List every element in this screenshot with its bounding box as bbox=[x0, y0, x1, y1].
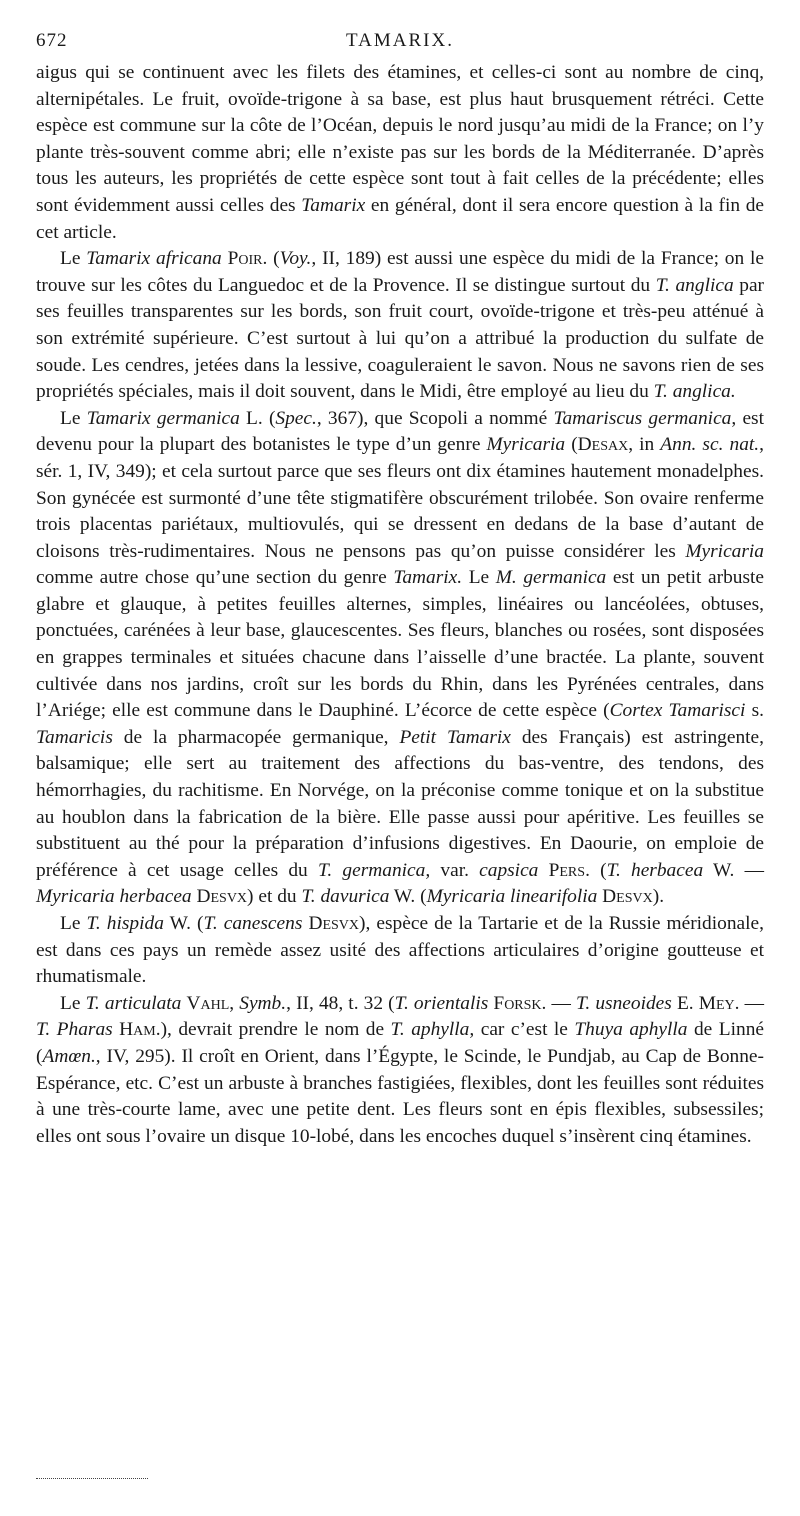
italic-run: Tamarix africana bbox=[86, 248, 222, 270]
italic-run: T. articulata bbox=[85, 992, 182, 1014]
italic-run: T. orientalis bbox=[394, 992, 489, 1014]
paragraph bbox=[36, 406, 764, 911]
text-run: de la pharmacopée germanique, bbox=[112, 726, 400, 748]
text-run: ). bbox=[652, 886, 665, 908]
text-run: W. — bbox=[703, 859, 764, 881]
text-run: par ses feuilles transparentes sur les bords, son fruit court, ovoïde-trigone et très-peu atténué à son extrémité supérieure. C’est surtout à lui qu’on a attribué la production du sulfate de soude. Les cendres, jetées dans la lessive, coaguleraient le savon. Nous ne savons rien de ses propriétés spéciales, mais il doit souvent, dans le Midi, être employé au lieu du bbox=[36, 274, 765, 403]
italic-run: Myricaria bbox=[685, 540, 764, 562]
italic-run: Tamarix bbox=[301, 194, 366, 216]
small-caps-run: Ham bbox=[119, 1019, 156, 1041]
text-run: , sér. 1, IV, 349); et cela surtout parce que ses fleurs ont dix étamines hautement monadelphes. Son gynécée est surmonté d’une tête stigmatifère obscurément trilobée. Son ovaire renferme trois placentas pariétaux, multiovulés, qui se dressent en dedans de la base d’autant de cloisons très-rudimentaires. Nous ne pensons pas qu’on puisse considérer les bbox=[36, 434, 764, 562]
text-run: L. ( bbox=[239, 407, 276, 429]
italic-run: M. germanica bbox=[495, 567, 607, 589]
italic-run: T. herbacea bbox=[606, 859, 704, 881]
text-run: W. ( bbox=[389, 886, 427, 908]
text-run: ), espèce de la Tartarie et de la Russie méridionale, est dans ces pays un remède assez usité des affections articulaires d’origine goutteuse et rhumatismale. bbox=[36, 913, 764, 988]
small-caps-run: Desvx bbox=[602, 886, 653, 908]
italic-run: Tamariscus germanica bbox=[553, 407, 732, 429]
italic-run: T. Pharas bbox=[36, 1019, 113, 1041]
text-run: car c’est le bbox=[474, 1019, 575, 1041]
italic-run: Tamaricis bbox=[36, 726, 113, 748]
italic-run: T. anglica bbox=[655, 274, 734, 296]
italic-run: Ann. sc. nat. bbox=[660, 434, 760, 456]
italic-run: T. usneoides bbox=[576, 992, 672, 1014]
text-run: W. ( bbox=[163, 913, 204, 934]
text-run: ( bbox=[565, 434, 578, 456]
italic-run: Myricaria herbacea bbox=[36, 886, 192, 908]
paragraph bbox=[36, 246, 764, 406]
italic-run: T. davurica bbox=[301, 886, 390, 908]
text-run: de Linné ( bbox=[36, 1019, 764, 1067]
text-run: , bbox=[229, 992, 240, 1014]
paragraph bbox=[36, 911, 764, 991]
page-number: 672 bbox=[36, 30, 68, 51]
text-run: , 367), que Scopoli a nommé bbox=[316, 407, 554, 429]
small-caps-run: Vahl bbox=[186, 992, 230, 1014]
small-caps-run: Poir bbox=[227, 248, 263, 270]
italic-run: T. canescens bbox=[203, 913, 303, 934]
paragraph bbox=[36, 991, 764, 1151]
text-run: E. bbox=[671, 992, 699, 1014]
italic-run: T. germanica, bbox=[317, 859, 431, 881]
text-run: en général, dont il sera encore question à la fin de cet article. bbox=[36, 194, 764, 243]
text-run: , est devenu pour la plupart des botanistes le type d’un genre bbox=[36, 407, 764, 456]
italic-run: Petit Tamarix bbox=[399, 726, 511, 748]
italic-run: Thuya aphylla bbox=[574, 1019, 688, 1041]
italic-run: Cortex Tamarisci bbox=[609, 700, 746, 722]
text-run: . — bbox=[734, 992, 765, 1014]
text-run: , in bbox=[628, 434, 661, 456]
text-run: , IV, 295). Il croît en Orient, dans l’Égypte, le Scinde, le Pundjab, au Cap de Bonne-Espérance, etc. C’est un arbuste à branches fastigiées, flexibles, dont les feuilles sont réduites à une très-courte lame, avec une petite dent. Les fleurs sont en épis flexibles, subsessiles; elles ont sous l’ovaire un disque 10-lobé, dans les encoches duquel s’insèrent cinq étamines. bbox=[36, 1045, 764, 1147]
text-run: var. bbox=[430, 859, 480, 881]
text-run: s. bbox=[745, 700, 764, 722]
text-run: , II, 189) est aussi une espèce du midi de la France; on le trouve sur les côtes du Languedoc et de la Provence. Il se distingue surtout du bbox=[36, 248, 764, 296]
text-run: Le bbox=[60, 913, 87, 934]
italic-run: Tamarix. bbox=[393, 567, 463, 589]
text-run: Le bbox=[60, 407, 87, 429]
italic-run: Spec. bbox=[275, 407, 317, 429]
italic-run: Myricaria linearifolia bbox=[426, 886, 598, 908]
text-run: comme autre chose qu’une section du genre bbox=[36, 567, 394, 589]
text-run: ) et du bbox=[247, 886, 302, 908]
italic-run: Symb. bbox=[239, 992, 287, 1014]
text-run: . ( bbox=[585, 859, 607, 881]
italic-run: Tamarix germanica bbox=[86, 407, 240, 429]
body-text bbox=[36, 60, 764, 1150]
paragraph bbox=[36, 60, 764, 246]
footer-dotted-rule bbox=[36, 1478, 148, 1479]
text-run: Le bbox=[462, 567, 496, 589]
text-run: Le bbox=[60, 992, 86, 1014]
small-caps-run: Forsk bbox=[493, 992, 542, 1014]
italic-run: T. aphylla, bbox=[390, 1019, 475, 1041]
italic-run: Voy. bbox=[279, 248, 312, 270]
text-run: . ( bbox=[262, 248, 280, 270]
italic-run: T. anglica. bbox=[653, 381, 736, 403]
text-run: Le bbox=[60, 248, 87, 270]
text-run: .), devrait prendre le nom de bbox=[155, 1019, 391, 1041]
text-run: aigus qui se continuent avec les filets des étamines, et celles-ci sont au nombre de cinq, alternipétales. Le fruit, ovoïde-trigone à sa base, est plus haut brusquement rétréci. Cette espèce est commune sur la côte de l’Océan, depuis le nord jusqu’au midi de la France; on l’y plante très-souvent comme abri; elle n’existe pas sur les bords de la Méditerranée. D’après tous les auteurs, les propriétés de cette espèce sont tout à fait celles de la précédente; elles sont évidemment aussi celles des bbox=[36, 62, 764, 216]
italic-run: Amœn. bbox=[42, 1045, 96, 1067]
italic-run: capsica bbox=[479, 859, 539, 881]
text-run: est un petit arbuste glabre et glauque, à petites feuilles alternes, simples, linéaires ou lancéolées, obtuses, ponctuées, carénées à leur base, glaucescentes. Ses fleurs, blanches ou rosées, sont disposées en grappes terminales et situées chacune dans l’aisselle d’une bractée. La plante, souvent cultivée dans nos jardins, croît sur les bords du Rhin, dans les Pyrénées centrales, dans l’Ariége; elle est commune dans le Dauphiné. L’écorce de cette espèce ( bbox=[36, 567, 765, 722]
text-run: . — bbox=[541, 992, 577, 1014]
small-caps-run: Desvx bbox=[196, 886, 248, 908]
small-caps-run: Desvx bbox=[308, 913, 360, 934]
italic-run: Myricaria bbox=[486, 434, 566, 456]
text-run: des Français) est astringente, balsamique; elle sert au traitement des affections du bas-ventre, des tendons, des hémorrhagies, du rachitisme. En Norvége, on la préconise comme tonique et on la substitue au houblon dans la fabrication de la bière. Elle passe aussi pour apéritive. Les feuilles se substituent au thé pour la préparation d’infusions digestives. En Daourie, on emploie de préférence à cet usage celles du bbox=[36, 726, 765, 881]
text-run: , II, 48, t. 32 ( bbox=[286, 992, 395, 1014]
running-title: TAMARIX. bbox=[346, 30, 454, 51]
italic-run: T. hispida bbox=[86, 913, 164, 934]
text-run bbox=[538, 860, 548, 881]
small-caps-run: Pers bbox=[548, 859, 586, 881]
small-caps-run: Desax bbox=[577, 434, 629, 456]
running-header bbox=[36, 30, 764, 58]
small-caps-run: Mey bbox=[698, 992, 735, 1014]
